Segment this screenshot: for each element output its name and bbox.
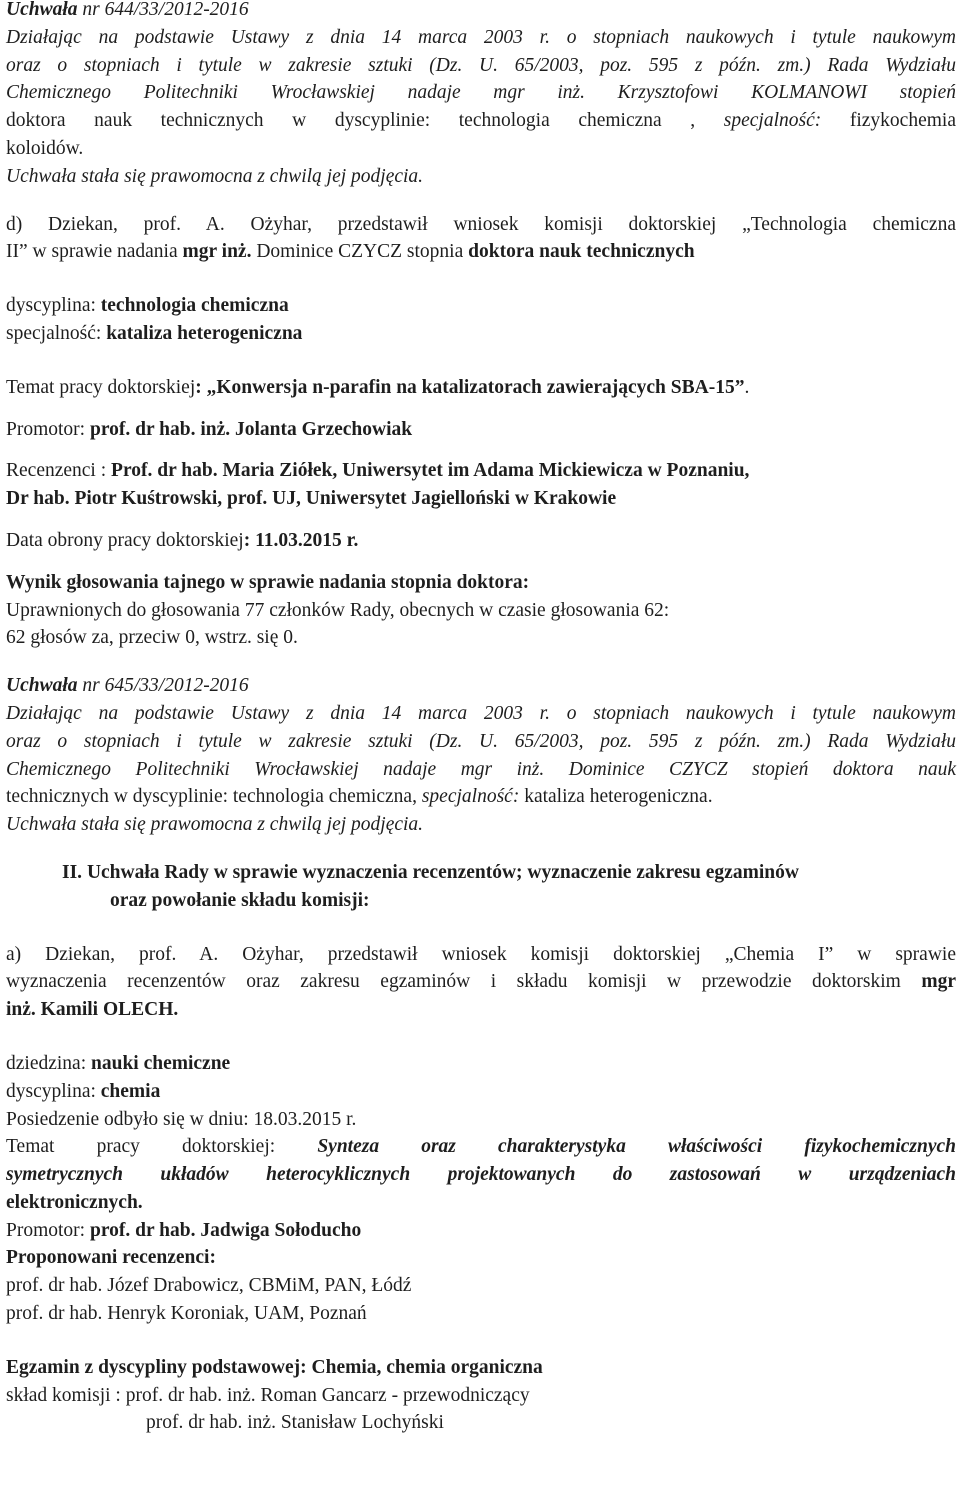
committee-line: skład komisji : prof. dr hab. inż. Roman Gancarz - przewodniczący	[6, 1384, 530, 1406]
resolution-text-line: Działając na podstawie Ustawy z dnia 14 marca 2003 r. o stopniach naukowych i tytule naukowym	[6, 26, 956, 48]
reviewer-line: prof. dr hab. Henryk Koroniak, UAM, Poznań	[6, 1303, 367, 1325]
discipline-line: dyscyplina: chemia	[6, 1080, 161, 1102]
document-page	[6, 0, 956, 1437]
promoter-line: Promotor: prof. dr hab. inż. Jolanta Grzechowiak	[6, 418, 413, 440]
reviewer-line: prof. dr hab. Józef Drabowicz, CBMiM, PAN, Łódź	[6, 1275, 412, 1297]
resolution-header: Uchwała nr 644/33/2012-2016	[6, 0, 249, 20]
resolution-text-line: oraz o stopniach i tytule w zakresie sztuki (Dz. U. 65/2003, poz. 595 z późn. zm.) Rada Wydziału	[6, 730, 956, 752]
vote-result: 62 głosów za, przeciw 0, wstrz. się 0.	[6, 627, 298, 649]
specialty-line: specjalność: kataliza heterogeniczna	[6, 322, 303, 344]
section-title: II. Uchwała Rady w sprawie wyznaczenia recenzentów; wyznaczenie zakresu egzaminów	[62, 861, 799, 883]
committee-line: prof. dr hab. inż. Stanisław Lochyński	[146, 1412, 444, 1434]
motion-text-line: a) Dziekan, prof. A. Ożyhar, przedstawił wniosek komisji doktorskiej „Chemia I” w sprawie	[6, 943, 956, 965]
motion-text-line: wyznaczenia recenzentów oraz zakresu egzaminów i składu komisji w przewodzie doktorskim mgr	[6, 971, 956, 993]
defense-date: Data obrony pracy doktorskiej: 11.03.2015 r.	[6, 529, 359, 551]
thesis-topic: symetrycznych układów heterocyklicznych projektowanych do zastosowań w urządzeniach	[6, 1164, 956, 1186]
promoter-line: Promotor: prof. dr hab. Jadwiga Sołoducho	[6, 1219, 362, 1241]
vote-title: Wynik głosowania tajnego w sprawie nadania stopnia doktora:	[6, 571, 530, 593]
meeting-date: Posiedzenie odbyło się w dniu: 18.03.2015 r.	[6, 1108, 357, 1130]
resolution-text-line: Chemicznego Politechniki Wrocławskiej nadaje mgr inż. Krzysztofowi KOLMANOWI stopień	[6, 82, 956, 104]
vote-result: Uprawnionych do głosowania 77 członków Rady, obecnych w czasie głosowania 62:	[6, 599, 670, 621]
thesis-topic: Temat pracy doktorskiej: Synteza oraz charakterystyka właściwości fizykochemicznych	[6, 1136, 956, 1158]
discipline-line: dyscyplina: technologia chemiczna	[6, 295, 289, 317]
motion-d	[6, 211, 956, 653]
resolution-text-line: Chemicznego Politechniki Wrocławskiej nadaje mgr inż. Dominice CZYCZ stopień doktora nauk	[6, 758, 956, 780]
motion-text-line: d) Dziekan, prof. A. Ożyhar, przedstawił wniosek komisji doktorskiej „Technologia chemiczna	[6, 213, 956, 235]
resolution-header: Uchwała nr 645/33/2012-2016	[6, 675, 249, 697]
thesis-topic: elektronicznych.	[6, 1191, 143, 1213]
resolution-645	[6, 672, 956, 839]
field-line: dziedzina: nauki chemiczne	[6, 1052, 231, 1074]
resolution-text-line: Działając na podstawie Ustawy z dnia 14 marca 2003 r. o stopniach naukowych i tytule naukowym	[6, 702, 956, 724]
section-title: oraz powołanie składu komisji:	[110, 889, 370, 911]
resolution-validity: Uchwała stała się prawomocna z chwilą jej podjęcia.	[6, 814, 424, 836]
resolution-text-line: koloidów.	[6, 137, 84, 159]
motion-text-line: II” w sprawie nadania mgr inż. Dominice CZYCZ stopnia doktora nauk technicznych	[6, 241, 695, 263]
candidate-name: inż. Kamili OLECH.	[6, 999, 179, 1021]
resolution-text-line: doktora nauk technicznych w dyscyplinie: technologia chemiczna , specjalność: fizykochemia	[6, 110, 956, 132]
reviewers-line: Recenzenci : Prof. dr hab. Maria Ziółek, Uniwersytet im Adama Mickiewicza w Poznaniu,	[6, 460, 750, 482]
section-ii	[6, 859, 956, 1437]
resolution-text-line: oraz o stopniach i tytule w zakresie sztuki (Dz. U. 65/2003, poz. 595 z późn. zm.) Rada Wydziału	[6, 54, 956, 76]
exam-title: Egzamin z dyscypliny podstawowej: Chemia, chemia organiczna	[6, 1356, 543, 1378]
resolution-644	[6, 0, 956, 191]
proposed-reviewers-title: Proponowani recenzenci:	[6, 1247, 216, 1269]
resolution-validity: Uchwała stała się prawomocna z chwilą jej podjęcia.	[6, 165, 424, 187]
resolution-text-line: technicznych w dyscyplinie: technologia chemiczna, specjalność: kataliza heterogeniczna.	[6, 786, 713, 808]
thesis-topic: Temat pracy doktorskiej: „Konwersja n-parafin na katalizatorach zawierających SBA-15”.	[6, 376, 750, 398]
reviewers-line: Dr hab. Piotr Kuśtrowski, prof. UJ, Uniwersytet Jagielloński w Krakowie	[6, 488, 617, 510]
